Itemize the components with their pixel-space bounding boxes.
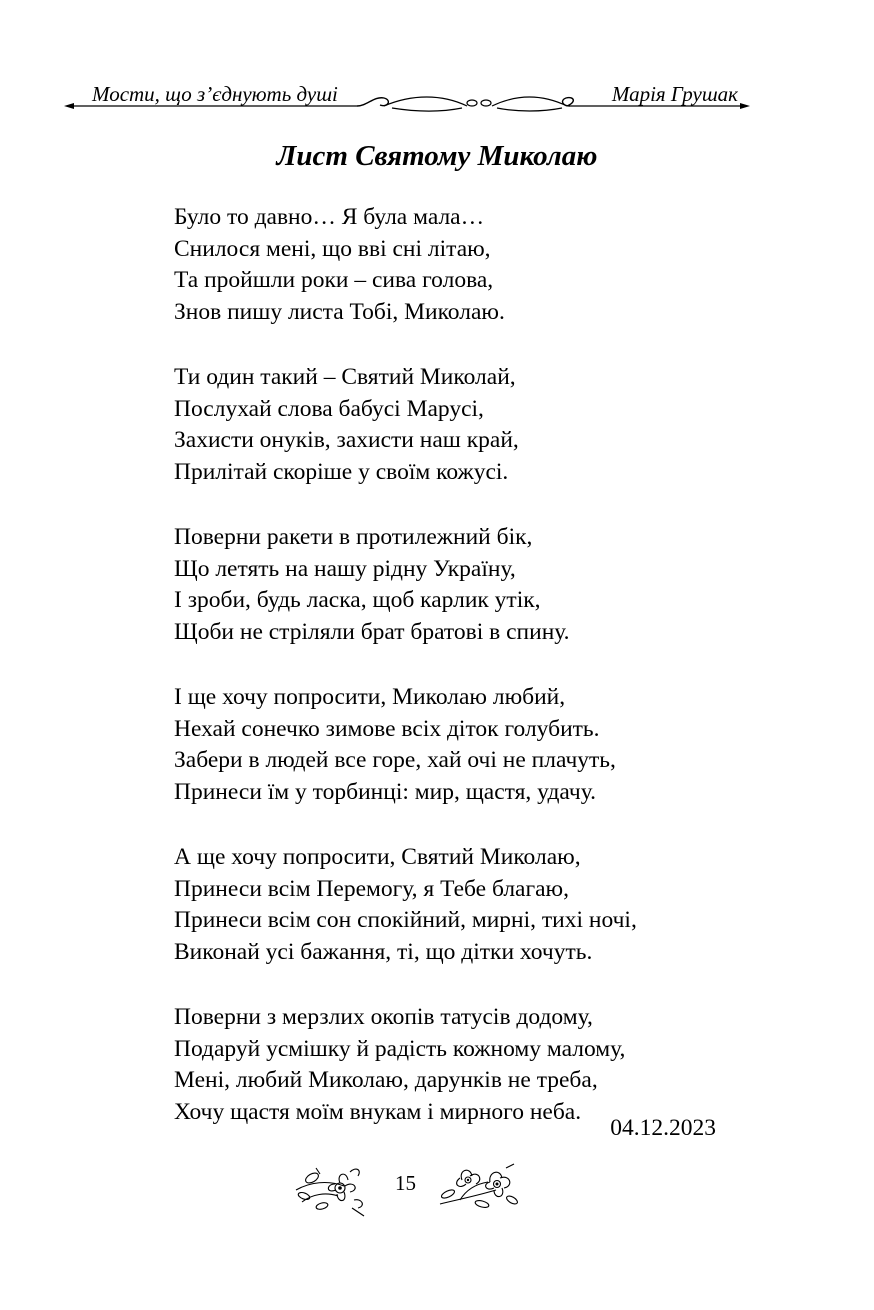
- poem-line: Мені, любий Миколаю, дарунків не треба,: [174, 1067, 598, 1093]
- poem-title: Лист Святому Миколаю: [276, 140, 598, 172]
- flower-ornament-icon: [436, 1160, 522, 1218]
- poem-line: Поверни ракети в протилежний бік,: [174, 524, 533, 550]
- poem-line: Знов пишу листа Тобі, Миколаю.: [174, 298, 505, 325]
- running-header: [62, 72, 752, 122]
- poem-line: Забери в людей все горе, хай очі не плачуть,: [174, 747, 616, 773]
- poem-line: Хочу щастя моїм внукам і мирного неба.: [174, 1098, 582, 1125]
- poem-line: Принеси їм у торбинці: мир, щастя, удачу.: [174, 778, 596, 805]
- poem-line: Було то давно… Я була мала…: [174, 204, 485, 230]
- poem-body: [174, 202, 774, 1162]
- stanza: [174, 522, 774, 648]
- poem-line: Подаруй усмішку й радість кожному малому,: [174, 1035, 626, 1062]
- poem-date: 04.12.2023: [610, 1115, 716, 1141]
- poem-line: Принеси всім сон спокійний, мирні, тихі ночі,: [174, 907, 637, 933]
- stanza: [174, 682, 774, 808]
- poem-line: Що летять на нашу рідну Україну,: [174, 555, 516, 582]
- stanza: [174, 202, 774, 328]
- poem-line: Поверни з мерзлих окопів татусів додому,: [174, 1004, 593, 1030]
- poem-line: Виконай усі бажання, ті, що дітки хочуть.: [174, 938, 593, 965]
- poem-line: Нехай сонечко зимове всіх діток голубить.: [174, 715, 600, 742]
- poem-line: Прилітай скоріше у своїм кожусі.: [174, 458, 509, 485]
- poem-line: А ще хочу попросити, Святий Миколаю,: [174, 844, 581, 870]
- poem-line: Снилося мені, що вві сні літаю,: [174, 235, 491, 262]
- poem-line: І ще хочу попросити, Миколаю любий,: [174, 684, 566, 710]
- stanza: [174, 1002, 774, 1128]
- stanza: [174, 842, 774, 968]
- poem-line: Захисти онуків, захисти наш край,: [174, 427, 519, 453]
- book-title: Мости, що з’єднують душі: [92, 82, 338, 106]
- poem-line: Ти один такий – Святий Миколай,: [174, 364, 516, 390]
- stanza: [174, 362, 774, 488]
- poem-line: І зроби, будь ласка, щоб карлик утік,: [174, 587, 541, 613]
- poem-line: Послухай слова бабусі Марусі,: [174, 395, 484, 422]
- poem-line: Принеси всім Перемогу, я Тебе благаю,: [174, 875, 569, 902]
- poem-line: Та пройшли роки – сива голова,: [174, 267, 494, 293]
- page-footer: [292, 1160, 522, 1220]
- page-number: 15: [395, 1171, 416, 1195]
- author-name: Марія Грушак: [611, 82, 738, 106]
- poem-line: Щоби не стріляли брат братові в спину.: [174, 618, 570, 645]
- flower-ornament-icon: [292, 1160, 372, 1218]
